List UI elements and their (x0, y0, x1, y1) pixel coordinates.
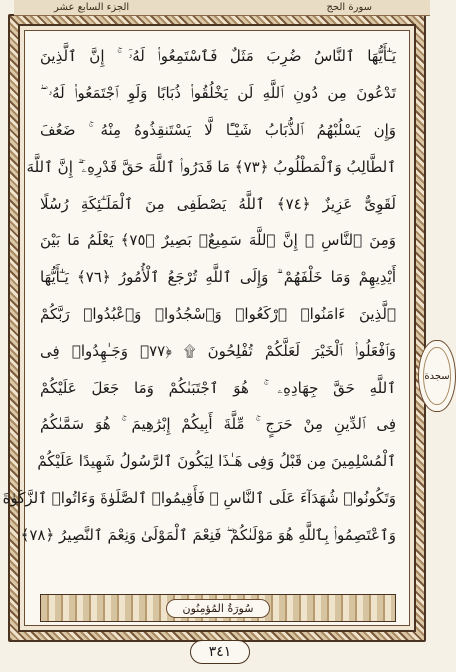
page-number: ٣٤١ (190, 640, 250, 664)
surah-label: سورة الحج (326, 2, 372, 13)
verse-line: أَيْدِيهِمْ وَمَا خَلْفَهُمْ ۗ وَإِلَى ٱللَّهِ تُرْجَعُ ٱلْأُمُورُ ﴿٧٦﴾ يَـٰٓأَيُّهَا (40, 268, 396, 287)
verse-text-area (2, 38, 397, 590)
verse-line: وَإِن يَسْلُبْهُمُ ٱلذُّبَابُ شَيْـًٔا لَّا يَسْتَنقِذُوهُ مِنْهُ ۚ ضَعُفَ (40, 120, 396, 139)
verse-line: وَمِنَ ٱلنَّاسِ ۚ إِنَّ ٱللَّهَ سَمِيعٌۢ بَصِيرٌ ﴿٧٥﴾ يَعْلَمُ مَا بَيْنَ (40, 231, 396, 250)
verse-line: يَـٰٓأَيُّهَا ٱلنَّاسُ ضُرِبَ مَثَلٌ فَٱسْتَمِعُوا۟ لَهُۥٓ ۚ إِنَّ ٱلَّذِينَ (40, 47, 396, 66)
verse-line: وَٱعْتَصِمُوا۟ بِٱللَّهِ هُوَ مَوْلَىٰكُمْ ۖ فَنِعْمَ ٱلْمَوْلَىٰ وَنِعْمَ ٱلنَّصِيرُ ﴿٧٨﴾ (20, 525, 396, 544)
verse-line: ٱلْمُسْلِمِينَ مِن قَبْلُ وَفِى هَـٰذَا لِيَكُونَ ٱلرَّسُولُ شَهِيدًا عَلَيْكُمْ (37, 452, 396, 471)
sajdah-label: سجدة (424, 370, 450, 382)
page-header (14, 0, 430, 16)
next-surah-title: سُورَةُ المُؤمِنُون (166, 599, 271, 618)
verse-line: وَٱفْعَلُوا۟ ٱلْخَيْرَ لَعَلَّكُمْ تُفْلِحُونَ ۩ ﴿٧٧﴾ وَجَـٰهِدُوا۟ فِى (40, 341, 397, 360)
sajdah-marker (418, 340, 456, 412)
juz-label: الجزء السابع عشر (54, 2, 130, 13)
verse-line: تَدْعُونَ مِن دُونِ ٱللَّهِ لَن يَخْلُقُوا۟ ذُبَابًا وَلَوِ ٱجْتَمَعُوا۟ لَهُۥ ۖ (40, 84, 396, 103)
surah-banner (40, 594, 396, 622)
verse-line: فِى ٱلدِّينِ مِنْ حَرَجٍ ۚ مِّلَّةَ أَبِيكُمْ إِبْرَٰهِيمَ ۚ هُوَ سَمَّىٰكُمُ (40, 415, 396, 434)
verse-line: لَقَوِىٌّ عَزِيزٌ ﴿٧٤﴾ ٱللَّهُ يَصْطَفِى مِنَ ٱلْمَلَـٰٓئِكَةِ رُسُلًا (40, 194, 396, 213)
verse-line: ٱللَّهِ حَقَّ جِهَادِهِۦ ۚ هُوَ ٱجْتَبَىٰكُمْ وَمَا جَعَلَ عَلَيْكُمْ (40, 378, 396, 397)
verse-line: ٱلطَّالِبُ وَٱلْمَطْلُوبُ ﴿٧٣﴾ مَا قَدَرُوا۟ ٱللَّهَ حَقَّ قَدْرِهِۦٓ ۗ إِنَّ ٱللَّهَ (26, 157, 396, 176)
verse-line: ٱلَّذِينَ ءَامَنُوا۟ ٱرْكَعُوا۟ وَٱسْجُدُوا۟ وَٱعْبُدُوا۟ رَبَّكُمْ (40, 304, 396, 323)
verse-line: وَتَكُونُوا۟ شُهَدَآءَ عَلَى ٱلنَّاسِ ۚ فَأَقِيمُوا۟ ٱلصَّلَوٰةَ وَءَاتُوا۟ ٱلزَّكَوٰةَ (2, 488, 396, 507)
